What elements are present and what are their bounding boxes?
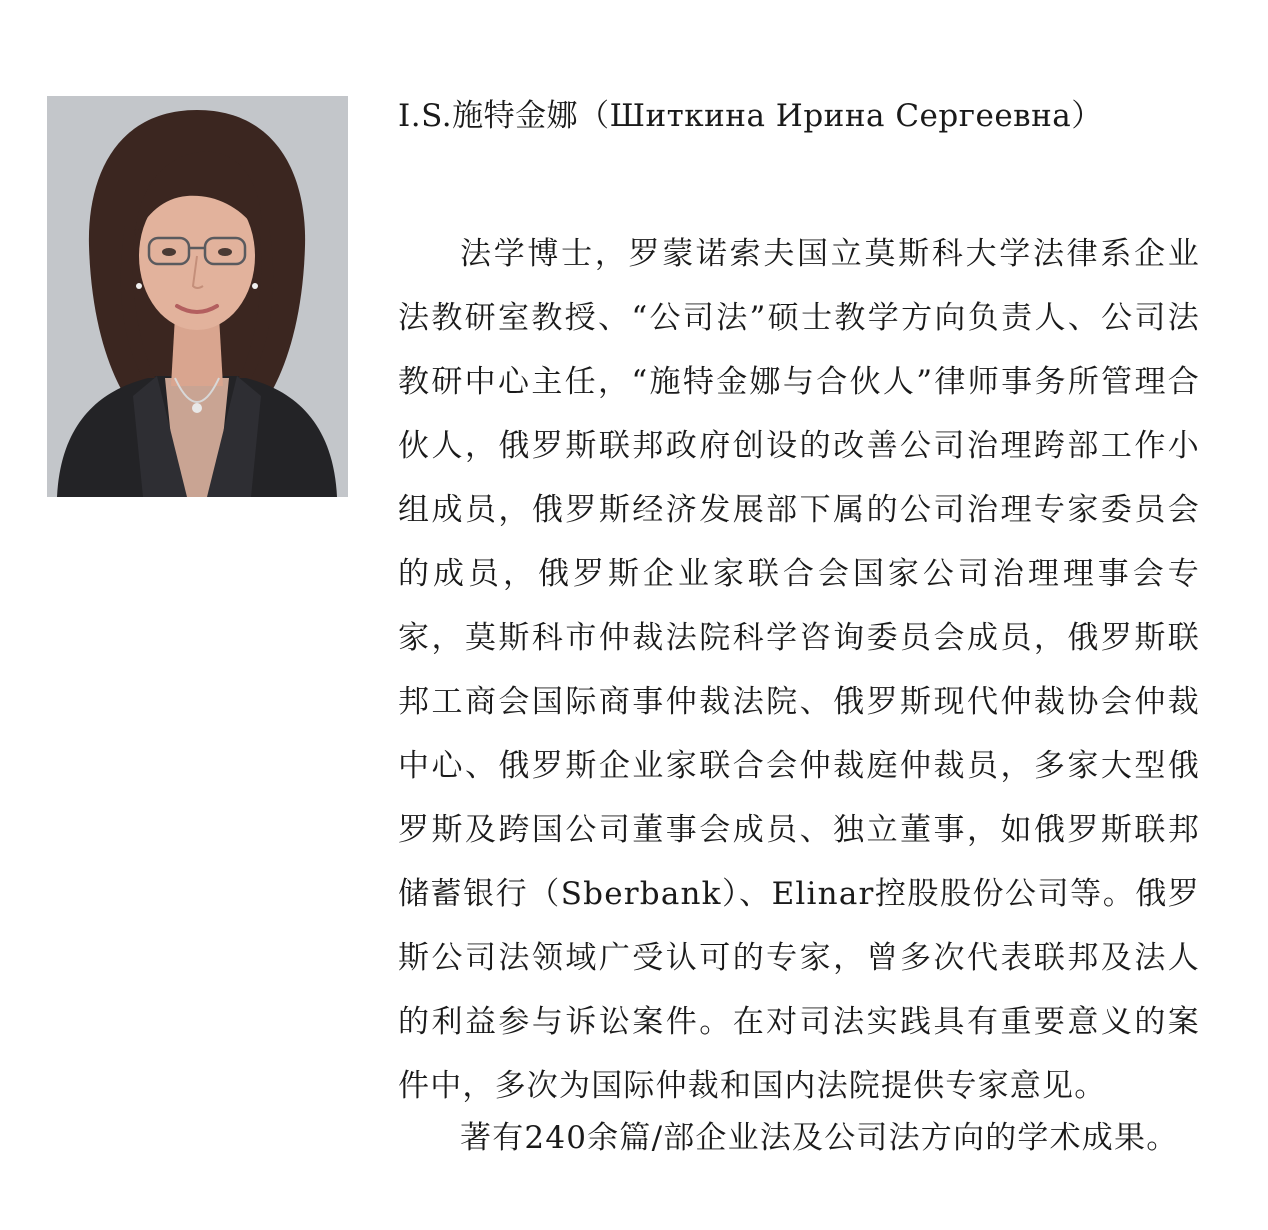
author-biography: 法学博士，罗蒙诺索夫国立莫斯科大学法律系企业法教研室教授、“公司法”硕士教学方向负责人、公司法教研中心主任，“施特金娜与合伙人”律师事务所管理合伙人，俄罗斯联邦政府创设的改善公司治理跨部工作小组成员，俄罗斯经济发展部下属的公司治理专家委员会的成员，俄罗斯企业家联合会国家公司治理理事会专家，莫斯科市仲裁法院科学咨询委员会成员，俄罗斯联邦工商会国际商事仲裁法院、俄罗斯现代仲裁协会仲裁中心、俄罗斯企业家联合会仲裁庭仲裁员，多家大型俄罗斯及跨国公司董事会成员、独立董事，如俄罗斯联邦储蓄银行（Sberbank）、Elinar控股股份公司等。俄罗斯公司法领域广受认可的专家，曾多次代表联邦及法人的利益参与诉讼案件。在对司法实践具有重要意义的案件中，多次为国际仲裁和国内法院提供专家意见。 [398,236,1200,1104]
author-name: I.S.施特金娜（Шиткина Ирина Сергеевна） [398,98,1103,134]
author-portrait [47,96,348,497]
author-publications: 著有240余篇/部企业法及公司法方向的学术成果。 [460,1120,1179,1156]
